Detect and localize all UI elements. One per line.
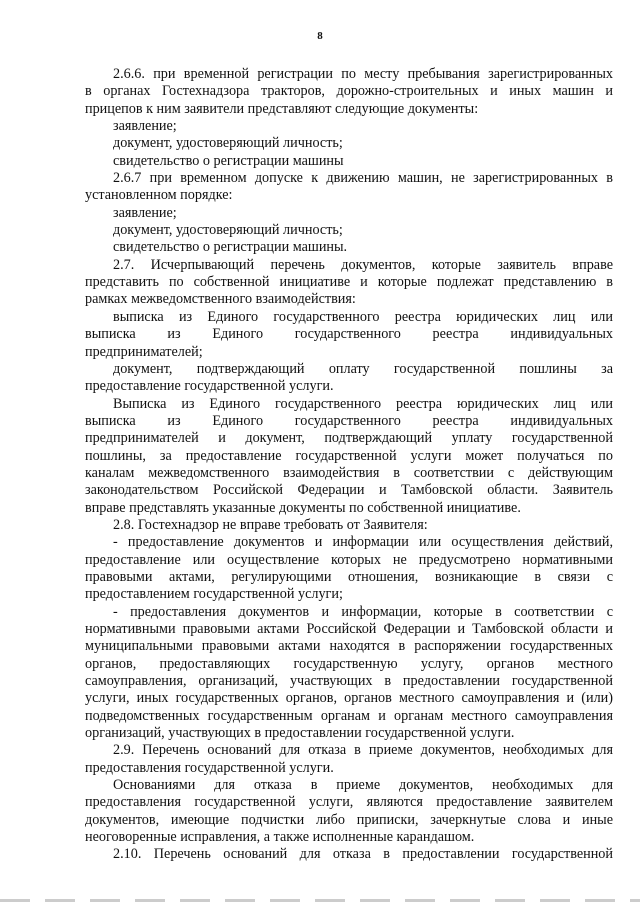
text-line: предоставления государственной услуги, являются предоставление заявителем (85, 794, 613, 811)
text-line: подведомственных государственным органам и органам местного самоуправления (85, 707, 613, 724)
text-line: 2.8. Гостехнадзор не вправе требовать от Заявителя: (113, 516, 428, 533)
text-line: предпринимателей; (85, 343, 203, 360)
text-line: заявление; (113, 204, 177, 221)
text-line: в органах Гостехнадзора тракторов, дорожно-строительных и иных машин и (85, 83, 613, 100)
text-line: представить по собственной инициативе и которые подлежат представлению в (85, 274, 613, 291)
document-body (85, 66, 613, 864)
text-line: пошлины, за предоставление государственной услуги может получаться по (85, 447, 613, 464)
text-line: правовыми актами, регулирующими отношения, возникающие в связи с (85, 568, 613, 585)
text-line: документ, удостоверяющий личность; (113, 222, 343, 239)
text-line: предоставлением государственной услуги; (85, 586, 343, 603)
text-line: выписка из Единого государственного реестра индивидуальных (85, 326, 613, 343)
text-line: вправе представлять указанные документы по собственной инициативе. (85, 499, 521, 516)
text-line: предоставления государственной услуги. (85, 759, 334, 776)
text-line: свидетельство о регистрации машины. (113, 239, 348, 256)
text-line: предоставление или осуществление которых не предусмотрено нормативными (85, 551, 613, 568)
text-line: рамках межведомственного взаимодействия: (85, 291, 356, 308)
page-number: 8 (317, 30, 323, 42)
text-line: заявление; (113, 118, 177, 135)
text-line: документ, удостоверяющий личность; (113, 135, 343, 152)
text-line: документ, подтверждающий оплату государственной пошлины за (113, 360, 613, 377)
text-line: Выписка из Единого государственного реестра юридических лиц или (113, 395, 613, 412)
text-line: органов, предоставляющих государственную услугу, органов местного (85, 655, 613, 672)
text-line: каналам межведомственного взаимодействия в соответствии с действующим (85, 464, 613, 481)
text-line: документов, имеющие подчистки либо приписки, зачеркнутые слова и иные (85, 811, 613, 828)
text-line: неоговоренные исправления, а также исполненные карандашом. (85, 829, 475, 846)
text-line: - предоставление документов и информации или осуществления действий, (113, 534, 613, 551)
text-line: услуги, иных государственных органов, органов местного самоуправления и (или) (85, 690, 613, 707)
text-line: 2.6.6. при временной регистрации по месту пребывания зарегистрированных (113, 66, 613, 82)
text-line: предпринимателей и документ, подтверждающий уплату государственной (85, 430, 613, 447)
text-line: прицепов к ним заявители представляют следующие документы: (85, 100, 479, 117)
text-line: установленном порядке: (85, 187, 233, 204)
text-line: выписка из Единого государственного реестра юридических лиц или (113, 308, 613, 325)
scan-bottom-edge (0, 899, 640, 902)
text-line: 2.7. Исчерпывающий перечень документов, которые заявитель вправе (113, 256, 613, 273)
text-line: нормативными правовыми актами Российской Федерации и Тамбовской области и (85, 621, 613, 637)
text-line: предоставление государственной услуги. (85, 378, 334, 395)
text-line: организаций, участвующих в предоставлении государственной услуги. (85, 725, 515, 742)
text-line: 2.10. Перечень оснований для отказа в предоставлении государственной (113, 846, 613, 863)
text-line: самоуправления, организаций, участвующих в предоставлении государственной (85, 673, 613, 690)
text-line: - предоставления документов и информации, которые в соответствии с (113, 603, 613, 620)
text-line: свидетельство о регистрации машины (113, 152, 344, 169)
text-line: законодательством Российской Федерации и Тамбовской области. Заявитель (85, 482, 613, 499)
text-line: муниципальными правовыми актами находятся в распоряжении государственных (85, 638, 613, 655)
text-line: выписка из Единого государственного реестра индивидуальных (85, 412, 613, 429)
text-line: Основаниями для отказа в приеме документов, необходимых для (113, 777, 613, 794)
text-line: 2.6.7 при временном допуске к движению машин, не зарегистрированных в (113, 170, 613, 187)
text-line: 2.9. Перечень оснований для отказа в приеме документов, необходимых для (113, 742, 613, 759)
